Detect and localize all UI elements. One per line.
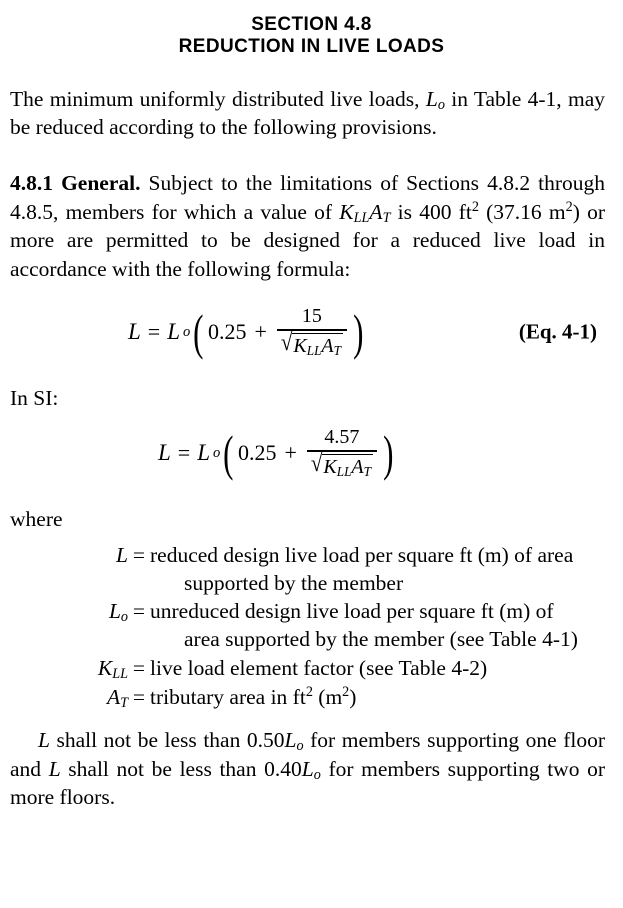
eq2-sqrt xyxy=(310,449,373,479)
definition-text-line1: reduced design live load per square ft (m) of area xyxy=(150,542,574,567)
general-sup-2: 2 xyxy=(471,198,479,215)
intro-text-1: The minimum uniformly distributed live loads, xyxy=(10,86,426,111)
definition-equals: = xyxy=(132,542,146,567)
eq1-constant: 0.25 xyxy=(207,318,247,344)
general-sup-2b: 2 xyxy=(565,198,573,215)
general-paragraph xyxy=(10,169,605,283)
definition-tail-sup: 2 xyxy=(342,684,350,701)
definition-text-line1: tributary area in ft xyxy=(150,685,306,710)
definition-list xyxy=(10,542,605,713)
general-sym-A: A xyxy=(369,199,383,224)
eq2-constant: 0.25 xyxy=(237,439,277,465)
eq2-denominator xyxy=(307,449,377,479)
section-heading xyxy=(0,14,623,59)
general-title: General. xyxy=(61,171,141,195)
where-label: where xyxy=(10,506,63,531)
eq1-denominator xyxy=(277,328,347,358)
closing-text-2: for members supporting one floor and xyxy=(10,728,605,781)
eq2-plus: + xyxy=(284,439,297,465)
eq2-den-A-sub: T xyxy=(363,463,371,479)
equation-1-row xyxy=(10,305,605,358)
definition-item xyxy=(10,684,605,712)
eq1-plus: + xyxy=(254,318,267,344)
definition-symbol xyxy=(10,542,128,570)
definition-text xyxy=(150,542,605,598)
closing-L-2-sub: o xyxy=(296,738,304,755)
general-text-1: Subject to the limitations of Sections 4.8.2 through 4.8.5, members for which a value of xyxy=(10,171,606,224)
intro-paragraph xyxy=(10,85,605,142)
eq1-inner xyxy=(208,305,349,358)
eq1-lo: L xyxy=(167,318,181,344)
definition-sup-2: 2 xyxy=(305,684,313,701)
definition-text: live load element factor (see Table 4-2) xyxy=(150,656,488,681)
intro-symbol-L: L xyxy=(425,86,438,111)
general-sym-K: K xyxy=(339,199,354,224)
definition-symbol-base: L xyxy=(108,599,121,624)
general-text-3: (37.16 m xyxy=(478,199,566,224)
eq2-lhs: L xyxy=(158,439,171,465)
definition-symbol-base: A xyxy=(106,685,121,710)
eq2-numerator: 4.57 xyxy=(324,426,360,449)
eq2-lo: L xyxy=(197,439,211,465)
eq1-den-A-sub: T xyxy=(333,342,341,358)
general-text-4: ) or more are permitted to be designed for a reduced live load in accordance with the following formula: xyxy=(10,199,605,281)
definition-item xyxy=(10,542,605,598)
definition-symbol-sub: T xyxy=(120,695,128,712)
eq2-equals: = xyxy=(177,439,191,465)
definition-equals: = xyxy=(132,685,146,710)
definition-text-line2: supported by the member xyxy=(184,570,404,595)
eq1-den-A: A xyxy=(321,334,334,357)
eq2-close-paren: ) xyxy=(383,424,394,481)
eq1-equals: = xyxy=(147,318,161,344)
eq1-close-paren: ) xyxy=(353,303,364,360)
closing-L-4-sub: o xyxy=(313,766,321,783)
eq2-fraction xyxy=(307,426,377,479)
closing-L-1: L xyxy=(38,728,50,753)
intro-text-2: in Table 4-1, may be reduced according to the following provisions. xyxy=(10,86,605,140)
definition-text-line2: area supported by the member (see Table 4-1) xyxy=(184,627,578,652)
definition-text-line1: unreduced design live load per square ft (m) of xyxy=(150,599,554,624)
general-number: 4.8.1 xyxy=(10,171,53,195)
closing-text-3: shall not be less than 0.40 xyxy=(60,756,302,781)
eq1-radicand xyxy=(292,333,343,358)
section-heading-line2: REDUCTION IN LIVE LOADS xyxy=(178,36,445,58)
eq1-sqrt xyxy=(280,328,343,358)
eq1-open-paren: ( xyxy=(193,303,204,360)
definition-symbol xyxy=(10,684,128,712)
eq1-fraction xyxy=(277,305,347,358)
eq2-den-K: K xyxy=(323,455,337,478)
definition-tail-close: ) xyxy=(349,685,357,710)
closing-text-1: shall not be less than 0.50 xyxy=(49,728,285,753)
eq1-lhs: L xyxy=(128,318,141,344)
equation-1: L = L o ( 0.25 + 15 √ $K_{LL}A_T$ ) xyxy=(128,303,364,360)
eq2-open-paren: ( xyxy=(223,424,234,481)
closing-paragraph xyxy=(10,726,605,812)
general-sym-K-sub: LL xyxy=(353,209,370,226)
eq2-radicand xyxy=(322,454,373,479)
general-text-2: is 400 ft xyxy=(390,199,472,224)
definition-symbol-sub: LL xyxy=(112,666,128,683)
definition-symbol xyxy=(10,598,128,626)
equation-2: L = L o ( 0.25 + 4.57 √ $K_{LL}A_T$ ) xyxy=(158,424,394,481)
eq2-radical-icon: √ xyxy=(310,449,323,477)
section-heading-line1: SECTION 4.8 xyxy=(251,14,372,35)
body-content xyxy=(10,85,605,812)
intro-symbol-L-sub: o xyxy=(437,96,445,113)
definition-text xyxy=(150,598,605,654)
eq1-den-K: K xyxy=(293,334,307,357)
equation-1-label: (Eq. 4-1) xyxy=(518,319,597,344)
definition-text xyxy=(150,684,605,712)
definition-symbol-base: K xyxy=(97,656,113,681)
definition-item xyxy=(10,655,605,683)
equation-2-row xyxy=(10,426,605,479)
definition-symbol-base: L xyxy=(116,542,128,567)
eq1-numerator: 15 xyxy=(301,305,322,328)
eq1-radical-icon: √ xyxy=(280,328,293,356)
definition-symbol xyxy=(10,655,128,683)
definition-equals: = xyxy=(132,599,146,624)
closing-L-4: L xyxy=(301,756,314,781)
eq1-den-K-sub: LL xyxy=(306,342,322,358)
in-si-label: In SI: xyxy=(10,385,59,410)
closing-L-2: L xyxy=(284,728,297,753)
definition-tail: (m xyxy=(312,685,343,710)
eq2-den-A: A xyxy=(351,455,364,478)
eq2-den-K-sub: LL xyxy=(336,463,352,479)
definition-equals: = xyxy=(132,656,146,681)
document-page xyxy=(0,14,623,908)
definition-symbol-sub: o xyxy=(120,609,128,626)
closing-text-4: for members supporting two or more floors. xyxy=(10,756,606,810)
definition-item xyxy=(10,598,605,654)
closing-L-3: L xyxy=(48,756,61,781)
eq2-inner xyxy=(238,426,379,479)
general-sym-A-sub: T xyxy=(382,209,391,226)
